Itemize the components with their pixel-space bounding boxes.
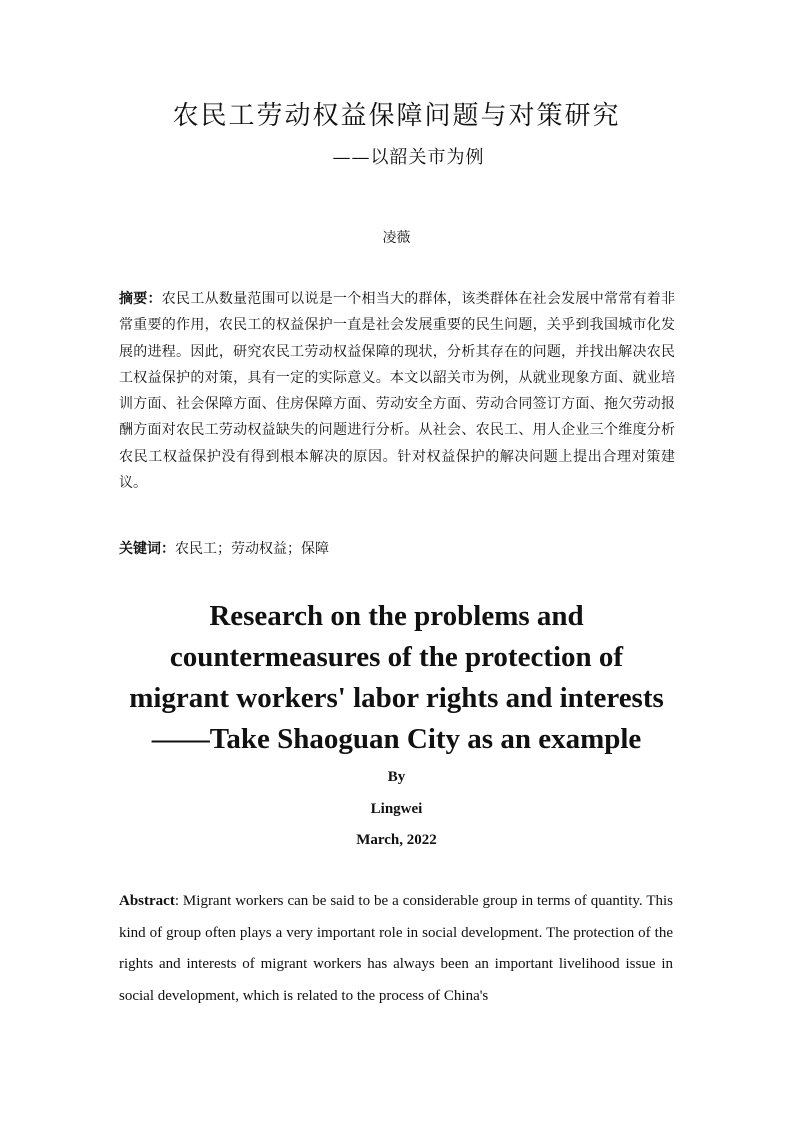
chinese-abstract-text: 农民工从数量范围可以说是一个相当大的群体，该类群体在社会发展中常常有着非常重要的作用，农民工的权益保护一直是社会发展重要的民生问题，关乎到我国城市化发展的进程。因此，研究农民工劳动权益保障的现状，分析其存在的问题，并找出解决农民工权益保护的对策，具有一定的实际意义。本文以韶关市为例，从就业现象方面、就业培训方面、社会保障方面、住房保障方面、劳动安全方面、劳动合同签订方面、拖欠劳动报酬方面对农民工劳动权益缺失的问题进行分析。从社会、农民工、用人企业三个维度分析农民工权益保护没有得到根本解决的原因。针对权益保护的解决问题上提出合理对策建议。 [119,291,676,492]
english-title-line-1: Research on the problems and [209,600,584,632]
chinese-title: 农民工劳动权益保障问题与对策研究 [172,101,621,131]
english-by: By [387,769,406,785]
english-abstract [119,886,673,1012]
english-title-line-2: countermeasures of the protection of [169,641,624,673]
english-title-line-4: ——Take Shaoguan City as an example [151,723,642,755]
english-date: March, 2022 [356,832,437,848]
english-abstract-label: Abstract [119,893,175,909]
chinese-keywords [119,536,675,562]
chinese-keywords-text: 农民工；劳动权益；保障 [175,541,329,557]
english-title-line-3: migrant workers' labor rights and interests [129,682,664,714]
english-author: Lingwei [370,801,423,817]
english-title [0,596,793,760]
chinese-abstract [119,286,675,496]
chinese-subtitle: ——以韶关市为例 [332,147,485,168]
english-abstract-text: : Migrant workers can be said to be a considerable group in terms of quantity. This kind of group often plays a very important role in social development. The protection of the rights and interests of migrant workers has always been an important livelihood issue in social development, which is related to the process of China's [119,893,673,1004]
chinese-author: 凌薇 [382,230,411,246]
chinese-abstract-label: 摘要： [119,291,162,307]
chinese-keywords-label: 关键词： [119,541,175,557]
